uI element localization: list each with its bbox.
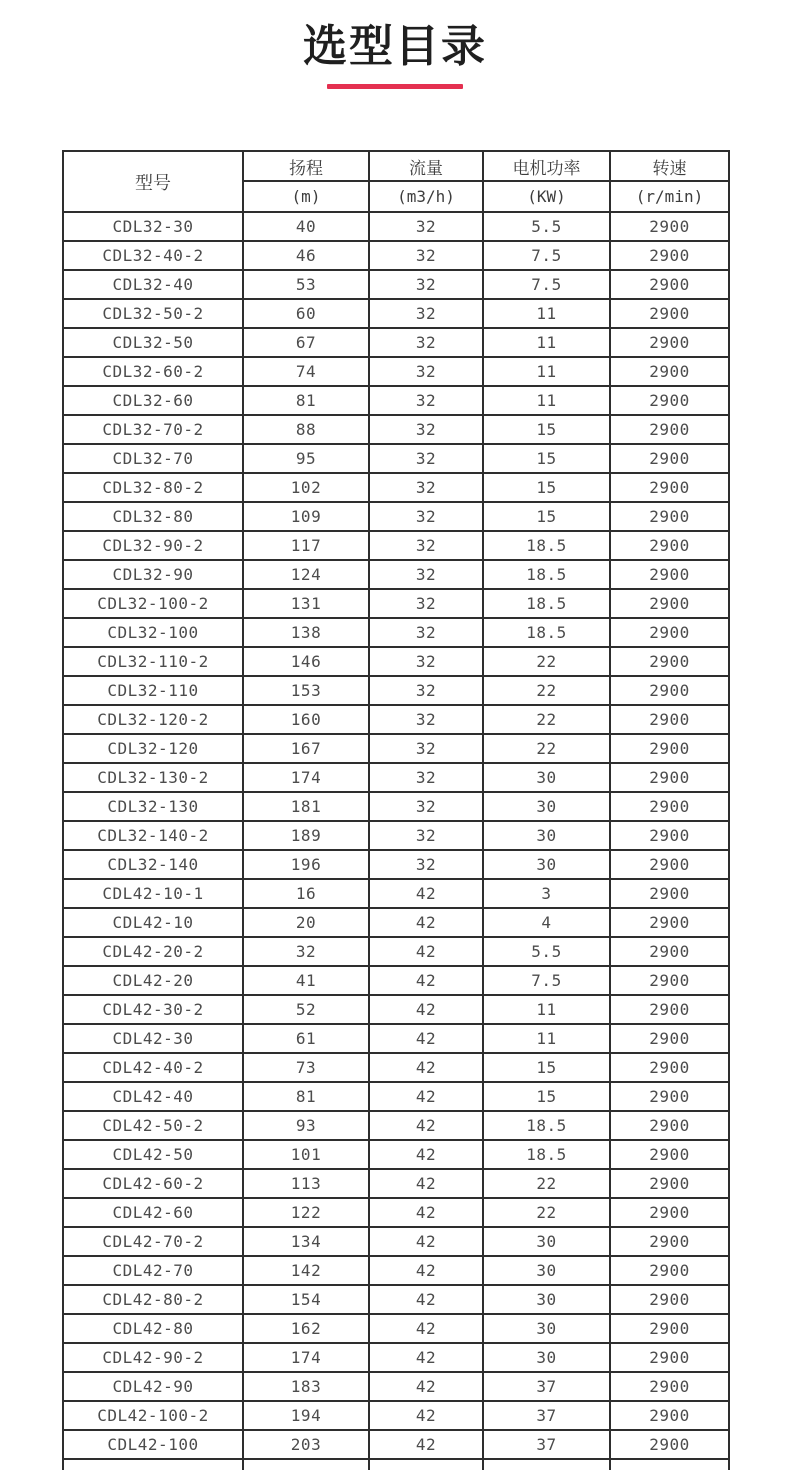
table-row <box>63 415 729 444</box>
cell-model: CDL42-20-2 <box>63 937 243 966</box>
cell-model: CDL32-110-2 <box>63 647 243 676</box>
cell-head: 117 <box>243 531 369 560</box>
cell-head <box>243 1459 369 1470</box>
cell-flow: 42 <box>369 1227 483 1256</box>
cell-head: 67 <box>243 328 369 357</box>
cell-speed: 2900 <box>610 763 729 792</box>
cell-model: CDL42-10-1 <box>63 879 243 908</box>
cell-head: 181 <box>243 792 369 821</box>
cell-power: 15 <box>483 473 610 502</box>
cell-speed: 2900 <box>610 821 729 850</box>
cell-speed: 2900 <box>610 241 729 270</box>
table-row <box>63 1343 729 1372</box>
cell-flow: 32 <box>369 531 483 560</box>
cell-head: 52 <box>243 995 369 1024</box>
cell-model: CDL32-140-2 <box>63 821 243 850</box>
cell-model: CDL32-50-2 <box>63 299 243 328</box>
cell-power: 11 <box>483 995 610 1024</box>
table-header <box>63 151 729 212</box>
cell-head: 60 <box>243 299 369 328</box>
cell-flow: 32 <box>369 473 483 502</box>
table-row <box>63 386 729 415</box>
cell-flow: 32 <box>369 241 483 270</box>
cell-head: 95 <box>243 444 369 473</box>
cell-model: CDL32-70-2 <box>63 415 243 444</box>
column-header-power: 电机功率 <box>483 151 610 181</box>
cell-power <box>483 1459 610 1470</box>
cell-speed: 2900 <box>610 1140 729 1169</box>
cell-head: 196 <box>243 850 369 879</box>
cell-speed: 2900 <box>610 386 729 415</box>
cell-speed: 2900 <box>610 299 729 328</box>
cell-model <box>63 1459 243 1470</box>
cell-flow: 42 <box>369 1082 483 1111</box>
cell-flow: 32 <box>369 589 483 618</box>
cell-model: CDL42-100-2 <box>63 1401 243 1430</box>
cell-speed: 2900 <box>610 531 729 560</box>
cell-speed: 2900 <box>610 1285 729 1314</box>
cell-flow <box>369 1459 483 1470</box>
cell-speed: 2900 <box>610 1169 729 1198</box>
cell-model: CDL42-70 <box>63 1256 243 1285</box>
table-row <box>63 473 729 502</box>
cell-model: CDL32-130 <box>63 792 243 821</box>
cell-head: 153 <box>243 676 369 705</box>
cell-model: CDL32-70 <box>63 444 243 473</box>
cell-flow: 32 <box>369 792 483 821</box>
cell-model: CDL42-80-2 <box>63 1285 243 1314</box>
cell-model: CDL42-20 <box>63 966 243 995</box>
cell-head: 134 <box>243 1227 369 1256</box>
table-row <box>63 1053 729 1082</box>
table-row <box>63 647 729 676</box>
cell-head: 183 <box>243 1372 369 1401</box>
cell-speed: 2900 <box>610 357 729 386</box>
cell-model: CDL32-30 <box>63 212 243 241</box>
cell-head: 162 <box>243 1314 369 1343</box>
table-row <box>63 850 729 879</box>
cell-flow: 32 <box>369 676 483 705</box>
cell-speed: 2900 <box>610 1053 729 1082</box>
cell-head: 74 <box>243 357 369 386</box>
cell-speed: 2900 <box>610 676 729 705</box>
cell-model: CDL32-80-2 <box>63 473 243 502</box>
cell-speed: 2900 <box>610 270 729 299</box>
table-row <box>63 1024 729 1053</box>
cell-model: CDL32-40 <box>63 270 243 299</box>
cell-model: CDL32-130-2 <box>63 763 243 792</box>
cell-power: 37 <box>483 1430 610 1459</box>
cell-model: CDL32-140 <box>63 850 243 879</box>
cell-flow: 42 <box>369 937 483 966</box>
cell-head: 53 <box>243 270 369 299</box>
cell-flow: 32 <box>369 299 483 328</box>
cell-power: 11 <box>483 386 610 415</box>
table-row <box>63 995 729 1024</box>
table-row <box>63 792 729 821</box>
table-row <box>63 270 729 299</box>
cell-head: 160 <box>243 705 369 734</box>
table-row <box>63 1082 729 1111</box>
cell-speed: 2900 <box>610 879 729 908</box>
cell-model: CDL32-90 <box>63 560 243 589</box>
cell-head: 113 <box>243 1169 369 1198</box>
cell-flow: 32 <box>369 502 483 531</box>
cell-model: CDL32-80 <box>63 502 243 531</box>
cell-model: CDL32-50 <box>63 328 243 357</box>
cell-speed: 2900 <box>610 1372 729 1401</box>
cell-speed: 2900 <box>610 1227 729 1256</box>
cell-speed: 2900 <box>610 1314 729 1343</box>
cell-flow: 42 <box>369 1372 483 1401</box>
cell-flow: 32 <box>369 328 483 357</box>
cell-speed: 2900 <box>610 995 729 1024</box>
cell-flow: 32 <box>369 850 483 879</box>
cell-head: 174 <box>243 1343 369 1372</box>
cell-speed: 2900 <box>610 415 729 444</box>
cell-speed: 2900 <box>610 1430 729 1459</box>
cell-speed: 2900 <box>610 589 729 618</box>
cell-head: 101 <box>243 1140 369 1169</box>
table-row <box>63 328 729 357</box>
table-row <box>63 589 729 618</box>
cell-head: 154 <box>243 1285 369 1314</box>
cell-head: 131 <box>243 589 369 618</box>
cell-power: 18.5 <box>483 1140 610 1169</box>
cell-flow: 32 <box>369 415 483 444</box>
cell-head: 124 <box>243 560 369 589</box>
cell-head: 146 <box>243 647 369 676</box>
cell-speed: 2900 <box>610 1256 729 1285</box>
cell-head: 81 <box>243 386 369 415</box>
cell-flow: 32 <box>369 705 483 734</box>
table-row <box>63 560 729 589</box>
column-unit-head: (m) <box>243 181 369 212</box>
cell-model: CDL42-80 <box>63 1314 243 1343</box>
cell-power: 37 <box>483 1401 610 1430</box>
cell-model: CDL42-10 <box>63 908 243 937</box>
cell-flow: 42 <box>369 1024 483 1053</box>
column-unit-speed: (r/min) <box>610 181 729 212</box>
cell-head: 189 <box>243 821 369 850</box>
cell-power: 3 <box>483 879 610 908</box>
cell-flow: 42 <box>369 1111 483 1140</box>
cell-speed: 2900 <box>610 792 729 821</box>
column-header-speed: 转速 <box>610 151 729 181</box>
cell-speed: 2900 <box>610 1343 729 1372</box>
table-row <box>63 531 729 560</box>
cell-model: CDL42-40-2 <box>63 1053 243 1082</box>
cell-model: CDL42-90-2 <box>63 1343 243 1372</box>
cell-flow: 42 <box>369 1314 483 1343</box>
cell-power: 30 <box>483 1256 610 1285</box>
cell-flow: 32 <box>369 212 483 241</box>
cell-power: 30 <box>483 1227 610 1256</box>
cell-power: 30 <box>483 763 610 792</box>
table-row <box>63 444 729 473</box>
cell-model: CDL42-30 <box>63 1024 243 1053</box>
table-row <box>63 1227 729 1256</box>
cell-head: 41 <box>243 966 369 995</box>
column-unit-power: (KW) <box>483 181 610 212</box>
cell-flow: 32 <box>369 270 483 299</box>
cell-power: 4 <box>483 908 610 937</box>
cell-head: 167 <box>243 734 369 763</box>
cell-head: 93 <box>243 1111 369 1140</box>
table-row <box>63 502 729 531</box>
cell-speed: 2900 <box>610 1111 729 1140</box>
cell-model: CDL42-30-2 <box>63 995 243 1024</box>
cell-flow: 42 <box>369 1256 483 1285</box>
cell-flow: 32 <box>369 763 483 792</box>
cell-speed: 2900 <box>610 1082 729 1111</box>
cell-power: 7.5 <box>483 241 610 270</box>
table-row <box>63 1372 729 1401</box>
cell-power: 11 <box>483 328 610 357</box>
cell-model: CDL42-100 <box>63 1430 243 1459</box>
cell-speed: 2900 <box>610 618 729 647</box>
cell-power: 7.5 <box>483 270 610 299</box>
cell-power: 30 <box>483 1343 610 1372</box>
cell-power: 15 <box>483 415 610 444</box>
table-row <box>63 1111 729 1140</box>
column-unit-flow: (m3/h) <box>369 181 483 212</box>
cell-speed: 2900 <box>610 212 729 241</box>
cell-power: 30 <box>483 850 610 879</box>
table-row <box>63 1198 729 1227</box>
cell-power: 11 <box>483 1024 610 1053</box>
table-row <box>63 299 729 328</box>
cell-power: 15 <box>483 502 610 531</box>
cell-power: 30 <box>483 1285 610 1314</box>
cell-power: 37 <box>483 1372 610 1401</box>
cell-speed: 2900 <box>610 937 729 966</box>
cell-model: CDL32-40-2 <box>63 241 243 270</box>
table-row <box>63 212 729 241</box>
cell-flow: 32 <box>369 444 483 473</box>
cell-head: 20 <box>243 908 369 937</box>
table-row <box>63 1430 729 1459</box>
title-underline-accent <box>327 84 463 89</box>
cell-speed: 2900 <box>610 734 729 763</box>
cell-power: 22 <box>483 734 610 763</box>
cell-model: CDL42-60-2 <box>63 1169 243 1198</box>
cell-flow: 42 <box>369 1430 483 1459</box>
cell-model: CDL32-100-2 <box>63 589 243 618</box>
cell-power: 5.5 <box>483 937 610 966</box>
cell-power: 22 <box>483 1198 610 1227</box>
cell-flow: 42 <box>369 966 483 995</box>
cell-head: 122 <box>243 1198 369 1227</box>
table-body <box>63 212 729 1470</box>
cell-power: 11 <box>483 357 610 386</box>
cell-speed: 2900 <box>610 647 729 676</box>
cell-power: 18.5 <box>483 618 610 647</box>
table-row <box>63 966 729 995</box>
table-row <box>63 705 729 734</box>
cell-power: 18.5 <box>483 1111 610 1140</box>
cell-power: 15 <box>483 1053 610 1082</box>
cell-flow: 42 <box>369 995 483 1024</box>
cell-speed: 2900 <box>610 444 729 473</box>
cell-model: CDL32-60-2 <box>63 357 243 386</box>
cell-speed: 2900 <box>610 850 729 879</box>
cell-head: 109 <box>243 502 369 531</box>
cell-power: 5.5 <box>483 212 610 241</box>
cell-power: 30 <box>483 792 610 821</box>
cell-model: CDL42-90 <box>63 1372 243 1401</box>
cell-power: 22 <box>483 676 610 705</box>
cell-power: 18.5 <box>483 560 610 589</box>
column-header-flow: 流量 <box>369 151 483 181</box>
cell-head: 138 <box>243 618 369 647</box>
cell-speed: 2900 <box>610 1024 729 1053</box>
table-row <box>63 763 729 792</box>
cell-flow: 42 <box>369 1198 483 1227</box>
cell-head: 174 <box>243 763 369 792</box>
cell-model: CDL32-100 <box>63 618 243 647</box>
cell-flow: 42 <box>369 879 483 908</box>
cell-power: 18.5 <box>483 589 610 618</box>
cell-head: 142 <box>243 1256 369 1285</box>
cell-head: 81 <box>243 1082 369 1111</box>
cell-flow: 32 <box>369 357 483 386</box>
cell-flow: 32 <box>369 734 483 763</box>
cell-model: CDL32-120 <box>63 734 243 763</box>
column-header-head: 扬程 <box>243 151 369 181</box>
cell-model: CDL42-60 <box>63 1198 243 1227</box>
cell-flow: 32 <box>369 386 483 415</box>
cell-flow: 32 <box>369 560 483 589</box>
cell-model: CDL32-60 <box>63 386 243 415</box>
cell-speed: 2900 <box>610 560 729 589</box>
cell-power: 7.5 <box>483 966 610 995</box>
cell-flow: 42 <box>369 908 483 937</box>
cell-model: CDL42-50 <box>63 1140 243 1169</box>
cell-model: CDL32-90-2 <box>63 531 243 560</box>
cell-power: 22 <box>483 1169 610 1198</box>
cell-head: 32 <box>243 937 369 966</box>
cell-power: 15 <box>483 1082 610 1111</box>
cell-speed: 2900 <box>610 328 729 357</box>
cell-head: 73 <box>243 1053 369 1082</box>
cell-head: 203 <box>243 1430 369 1459</box>
cell-flow: 32 <box>369 618 483 647</box>
selection-catalog-table <box>62 150 730 1470</box>
cell-power: 18.5 <box>483 531 610 560</box>
cell-power: 22 <box>483 647 610 676</box>
cell-speed: 2900 <box>610 1401 729 1430</box>
cell-power: 11 <box>483 299 610 328</box>
cell-speed: 2900 <box>610 966 729 995</box>
table-row <box>63 734 729 763</box>
cell-model: CDL32-120-2 <box>63 705 243 734</box>
cell-head: 61 <box>243 1024 369 1053</box>
selection-catalog-table-container <box>62 150 730 1470</box>
cell-flow: 42 <box>369 1053 483 1082</box>
table-row <box>63 908 729 937</box>
table-row <box>63 1256 729 1285</box>
table-row <box>63 1140 729 1169</box>
cell-head: 16 <box>243 879 369 908</box>
cell-speed: 2900 <box>610 502 729 531</box>
cell-head: 194 <box>243 1401 369 1430</box>
cell-model: CDL42-50-2 <box>63 1111 243 1140</box>
table-row <box>63 1401 729 1430</box>
table-row <box>63 937 729 966</box>
cell-flow: 42 <box>369 1169 483 1198</box>
cell-head: 102 <box>243 473 369 502</box>
table-row-partial <box>63 1459 729 1470</box>
cell-power: 30 <box>483 1314 610 1343</box>
cell-model: CDL42-70-2 <box>63 1227 243 1256</box>
cell-flow: 42 <box>369 1401 483 1430</box>
cell-speed: 2900 <box>610 1198 729 1227</box>
header-row-labels <box>63 151 729 181</box>
cell-power: 15 <box>483 444 610 473</box>
table-row <box>63 821 729 850</box>
cell-speed <box>610 1459 729 1470</box>
page-title: 选型目录 <box>303 21 487 72</box>
table-row <box>63 1314 729 1343</box>
cell-flow: 32 <box>369 647 483 676</box>
cell-power: 22 <box>483 705 610 734</box>
cell-flow: 42 <box>369 1343 483 1372</box>
cell-speed: 2900 <box>610 473 729 502</box>
cell-speed: 2900 <box>610 908 729 937</box>
cell-model: CDL42-40 <box>63 1082 243 1111</box>
column-header-model: 型号 <box>63 151 243 212</box>
cell-head: 88 <box>243 415 369 444</box>
cell-head: 40 <box>243 212 369 241</box>
table-row <box>63 618 729 647</box>
cell-flow: 42 <box>369 1285 483 1314</box>
table-row <box>63 357 729 386</box>
table-row <box>63 1169 729 1198</box>
table-row <box>63 879 729 908</box>
cell-speed: 2900 <box>610 705 729 734</box>
page-header <box>0 0 790 89</box>
cell-head: 46 <box>243 241 369 270</box>
table-row <box>63 241 729 270</box>
cell-model: CDL32-110 <box>63 676 243 705</box>
table-row <box>63 676 729 705</box>
cell-flow: 32 <box>369 821 483 850</box>
table-row <box>63 1285 729 1314</box>
cell-power: 30 <box>483 821 610 850</box>
cell-flow: 42 <box>369 1140 483 1169</box>
